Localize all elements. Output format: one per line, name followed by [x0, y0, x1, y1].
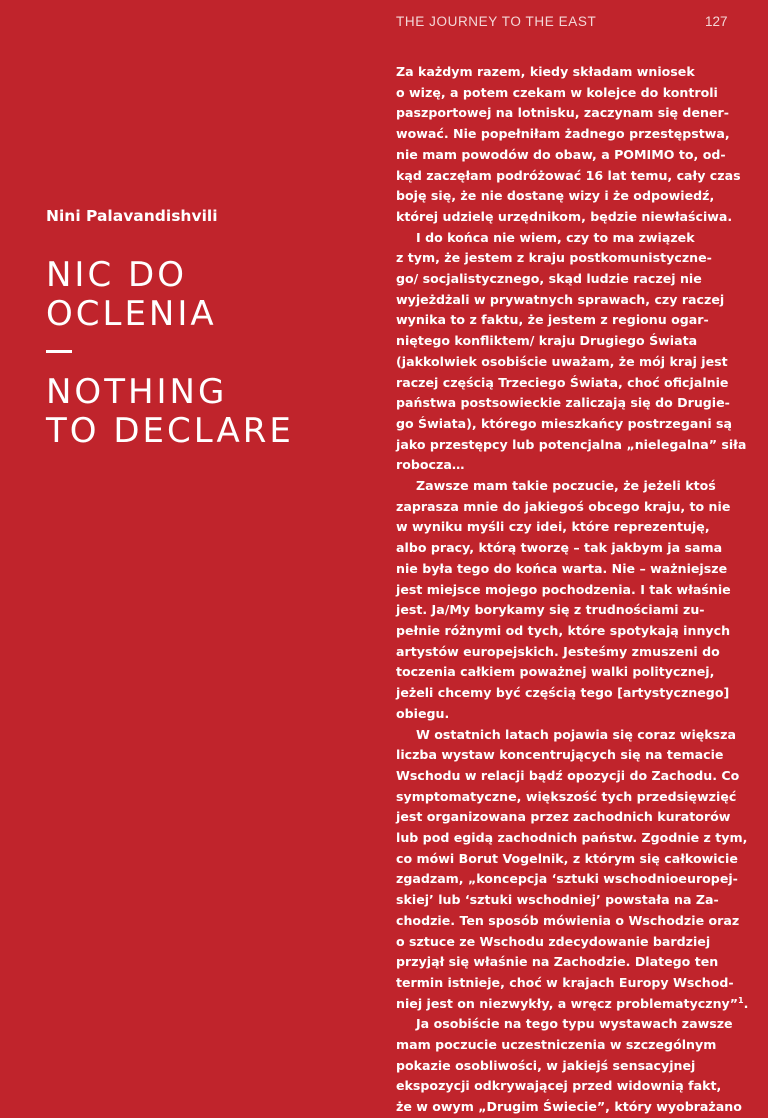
body-line: w wyniku myśli czy idei, które reprezentuję,	[396, 519, 710, 535]
body-line: kąd zaczęłam podróżować 16 lat temu, cały czas	[396, 167, 741, 183]
author-name: Nini Palavandishvili	[46, 207, 218, 225]
body-line: o wizę, a potem czekam w kolejce do kontroli	[396, 84, 718, 100]
body-line: zgadzam, „koncepcja ‘sztuki wschodnioeuropej-	[396, 871, 738, 887]
title-line-2: OCLENIA	[46, 294, 217, 334]
body-line: paszportowej na lotnisku, zaczynam się dener-	[396, 105, 729, 121]
body-line: ekspozycji odkrywającej przed widownią fakt,	[396, 1078, 722, 1094]
body-line: co mówi Borut Vogelnik, z którym się całkowicie	[396, 850, 738, 866]
body-line: wynika to z faktu, że jestem z regionu ogar-	[396, 312, 709, 328]
body-line: Wschodu w relacji bądź opozycji do Zachodu. Co	[396, 767, 740, 783]
body-line: jest organizowana przez zachodnich kuratorów	[396, 809, 731, 825]
body-line: pełnie różnymi od tych, które spotykają innych	[396, 622, 731, 638]
footnote-marker: 1	[738, 995, 744, 1005]
body-line: państwa postsowieckie zaliczają się do Drugie-	[396, 395, 730, 411]
body-line: z tym, że jestem z kraju postkomunistyczne-	[396, 250, 712, 266]
body-line: chodzie. Ten sposób mówienia o Wschodzie oraz	[396, 912, 740, 928]
body-line: go Świata), którego mieszkańcy postrzegani są	[396, 415, 733, 431]
body-line: Zawsze mam takie poczucie, że jeżeli ktoś	[416, 478, 716, 494]
title-dash-divider	[46, 350, 72, 353]
body-line: wować. Nie popełniłam żadnego przestępstwa,	[396, 126, 730, 142]
body-line: boję się, że nie dostanę wizy i że odpowiedź,	[396, 188, 715, 204]
body-line: symptomatyczne, większość tych przedsięwzięć	[396, 788, 737, 804]
body-line: go/ socjalistycznego, skąd ludzie raczej nie	[396, 271, 702, 287]
body-line: robocza…	[396, 457, 465, 473]
body-line: albo pracy, którą tworzę – tak jakbym ja sama	[396, 540, 723, 556]
running-head: THE JOURNEY TO THE EAST	[396, 14, 597, 29]
body-line: nie była tego do końca warta. Nie – ważniejsze	[396, 560, 728, 576]
body-line: artystów europejskich. Jesteśmy zmuszeni do	[396, 643, 720, 659]
body-line: termin istnieje, choć w krajach Europy Wschod-	[396, 974, 734, 990]
body-line: pokazie osobliwości, w jakiejś sensacyjnej	[396, 1057, 696, 1073]
body-line: jest miejsce mojego pochodzenia. I tak właśnie	[396, 581, 731, 597]
page-number: 127	[705, 14, 728, 29]
title-line-1: NIC DO	[46, 255, 187, 295]
body-line: skiej’ lub ‘sztuki wschodniej’ powstała na Za-	[396, 892, 719, 908]
body-line: jest. Ja/My borykamy się z trudnościami zu-	[396, 602, 705, 618]
body-line: mam poczucie uczestniczenia w szczególnym	[396, 1037, 717, 1053]
body-line: raczej częścią Trzeciego Świata, choć oficjalnie	[396, 374, 729, 390]
body-line: lub pod egidą zachodnich państw. Zgodnie z tym,	[396, 830, 748, 846]
title-line-3: NOTHING	[46, 372, 228, 412]
body-line: o sztuce ze Wschodu zdecydowanie bardziej	[396, 933, 711, 949]
body-line: Ja osobiście na tego typu wystawach zawsze	[416, 1016, 733, 1032]
body-line: obiegu.	[396, 705, 450, 721]
body-line-with-footnote: niej jest on niezwykły, a wręcz problematyczny”$^1$.	[396, 995, 749, 1011]
body-line: niętego konfliktem/ kraju Drugiego Świata	[396, 333, 698, 349]
body-line-text: niej jest on niezwykły, a wręcz problematyczny”	[396, 995, 739, 1011]
body-line: toczenia całkiem poważnej walki politycznej,	[396, 664, 715, 680]
body-line: nie mam powodów do obaw, a POMIMO to, od-	[396, 146, 726, 162]
body-line: Za każdym razem, kiedy składam wniosek	[396, 64, 695, 79]
body-line: której udzielę urzędnikom, będzie niewłaściwa.	[396, 208, 733, 224]
body-line: że w owym „Drugim Świecie”, który wyobrażano	[396, 1099, 742, 1115]
title-line-4: TO DECLARE	[46, 411, 294, 451]
article-title	[46, 256, 346, 451]
body-line: W ostatnich latach pojawia się coraz większa	[416, 726, 736, 742]
body-line: I do końca nie wiem, czy to ma związek	[416, 229, 695, 245]
body-line: wyjeżdżali w prywatnych sprawach, czy raczej	[396, 291, 725, 307]
body-line: przyjął się właśnie na Zachodzie. Dlatego ten	[396, 954, 719, 970]
body-line: (jakkolwiek osobiście uważam, że mój kraj jest	[396, 353, 728, 369]
body-text	[396, 62, 749, 1118]
body-line: jako przestępcy lub potencjalna „nielegalna” siła	[396, 436, 747, 452]
body-line: jeżeli chcemy być częścią tego [artystycznego]	[396, 685, 730, 701]
body-line: liczba wystaw koncentrujących się na temacie	[396, 747, 724, 763]
body-line: zaprasza mnie do jakiegoś obcego kraju, to nie	[396, 498, 731, 514]
